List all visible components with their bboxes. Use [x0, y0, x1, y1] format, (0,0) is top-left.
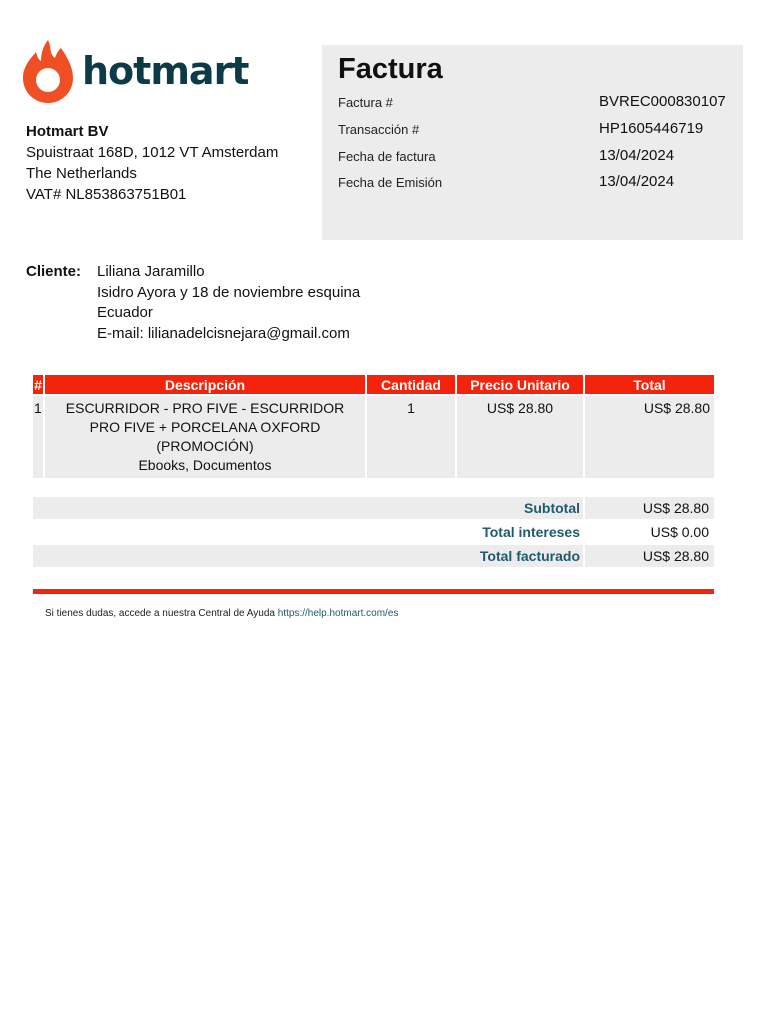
row-quantity: 1	[366, 395, 456, 478]
billed-label: Total facturado	[479, 548, 580, 564]
client-address: Isidro Ayora y 18 de noviembre esquina	[97, 283, 361, 301]
client-country: Ecuador	[97, 304, 153, 322]
invoice-date-value: 13/04/2024	[599, 147, 675, 164]
invoice-number-value: BVREC000830107	[599, 93, 726, 110]
help-link[interactable]: https://help.hotmart.com/es	[277, 608, 399, 619]
client-email: E-mail: lilianadelcisnejara@gmail.com	[97, 324, 350, 342]
seller-street: Spuistraat 168D, 1012 VT Amsterdam	[26, 144, 279, 161]
subtotal-value: US$ 28.80	[642, 500, 709, 516]
header-total: Total	[584, 375, 714, 395]
row-total: US$ 28.80	[584, 395, 714, 478]
header-quantity: Cantidad	[366, 375, 456, 395]
invoice-date-label: Fecha de factura	[338, 149, 436, 164]
row-description: ESCURRIDOR - PRO FIVE - ESCURRIDOR PRO FIVE + PORCELANA OXFORD (PROMOCIÓN)	[65, 400, 345, 454]
row-unit-price: US$ 28.80	[456, 395, 584, 478]
transaction-row	[338, 120, 738, 140]
invoice-number-label: Factura #	[338, 95, 393, 110]
invoice-title: Factura	[338, 53, 443, 85]
client-label: Cliente:	[26, 263, 82, 280]
billed-value: US$ 28.80	[642, 548, 709, 564]
brand-name: hotmart	[82, 49, 249, 93]
transaction-label: Transacción #	[338, 122, 420, 137]
interest-row	[33, 521, 714, 543]
table-row	[33, 395, 714, 478]
transaction-value: HP1605446719	[599, 120, 704, 137]
seller-country: The Netherlands	[26, 165, 137, 182]
billed-row	[33, 545, 714, 567]
interest-value: US$ 0.00	[650, 524, 709, 540]
issue-date-row	[338, 173, 738, 193]
footer-help	[45, 608, 398, 619]
flame-logo-icon	[22, 38, 74, 104]
items-header-row	[33, 375, 714, 395]
seller-address-block	[26, 121, 278, 205]
divider-line	[33, 589, 714, 594]
header-num: #	[33, 375, 44, 395]
hotmart-logo	[22, 38, 248, 104]
header-unit-price: Precio Unitario	[456, 375, 584, 395]
footer-text: Si tienes dudas, accede a nuestra Central de Ayuda	[45, 608, 275, 619]
seller-name: Hotmart BV	[26, 123, 109, 140]
issue-date-value: 13/04/2024	[599, 173, 675, 190]
totals-block	[33, 497, 714, 569]
row-num: 1	[33, 395, 44, 478]
invoice-date-row	[338, 147, 738, 167]
invoice-number-row	[338, 93, 738, 113]
seller-vat: VAT# NL853863751B01	[26, 186, 187, 203]
items-table	[33, 375, 714, 478]
row-description-cell	[44, 395, 366, 478]
subtotal-row	[33, 497, 714, 519]
client-name: Liliana Jaramillo	[97, 263, 205, 280]
subtotal-label: Subtotal	[524, 500, 580, 516]
header-description: Descripción	[44, 375, 366, 395]
invoice-info-box	[322, 45, 743, 240]
issue-date-label: Fecha de Emisión	[338, 175, 443, 190]
interest-label: Total intereses	[482, 524, 580, 540]
row-category: Ebooks, Documentos	[138, 457, 272, 473]
